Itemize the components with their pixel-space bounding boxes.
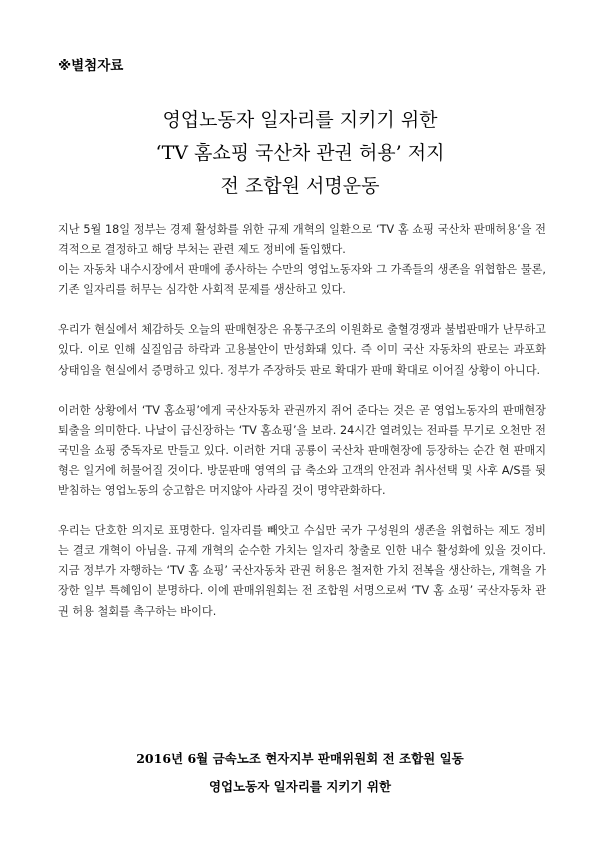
attachment-tag: ※별첨자료	[58, 58, 124, 74]
signature-subline: 영업노동자 일자리를 지키기 위한	[208, 779, 392, 794]
title-line-3: 전 조합원 서명운동	[220, 175, 380, 197]
paragraph-spacer	[58, 381, 546, 401]
paragraph-4: 이러한 상황에서 ‘TV 홈쇼핑’에게 국산자동차 관권까지 쥐어 준다는 것은 곧 영업노동자의 판매현장 퇴출을 의미한다. 나날이 급신장하는 ‘TV 홈쇼핑’을 보라. 24시간 열려있는 전파를 무기로 오천만 전 국민을 쇼핑 중독자로 만들고 있다. 이러한 거대 공룡이 국산차 판매현장에 등장하는 순간 현 판매지형은 일거에 허물어질 것이다. 방문판매 영역의 급 축소와 고객의 안전과 취사선택 및 사후 A/S를 뒷받침하는 영업노동의 숭고함은 머지않아 사라질 것이 명약관화하다.	[58, 403, 546, 498]
paragraph-2: 이는 자동차 내수시장에서 판매에 종사하는 수만의 영업노동자와 그 가족들의 생존을 위협함은 물론, 기존 일자리를 허무는 심각한 사회적 문제를 생산하고 있다.	[58, 263, 546, 297]
paragraph-1: 지난 5월 18일 정부는 경제 활성화를 위한 규제 개혁의 일환으로 ‘TV 홈 쇼핑 국산차 판매허용’을 전격적으로 결정하고 해당 부처는 관련 제도 정비에 돌입했다.	[58, 223, 546, 257]
title-line-1: 영업노동자 일자리를 지키기 위한	[162, 109, 438, 131]
title-line-2: ‘TV 홈쇼핑 국산차 관권 허용’ 저지	[155, 142, 445, 164]
paragraph-spacer	[58, 501, 546, 521]
body-text	[58, 220, 546, 622]
paragraph-5: 우리는 단호한 의지로 표명한다. 일자리를 빼앗고 수십만 국가 구성원의 생존을 위협하는 제도 정비는 결코 개혁이 아님을. 규제 개혁의 순수한 가치는 일자리 창출로 인한 내수 활성화에 있을 것이다. 지금 정부가 자행하는 ‘TV 홈 쇼핑’ 국산자동차 관권 허용은 철저한 가치 전복을 생산하는, 개혁을 가장한 일부 특혜임이 분명하다. 이에 판매위원회는 전 조합원 서명으로써 ‘TV 홈 쇼핑’ 국산자동차 관권 허용 철회를 촉구하는 바이다.	[58, 524, 546, 618]
paragraph-spacer	[58, 300, 546, 320]
paragraph-3: 우리가 현실에서 체감하듯 오늘의 판매현장은 유통구조의 이원화로 출혈경쟁과 불법판매가 난무하고 있다. 이로 인해 실질임금 하락과 고용불안이 만성화돼 있다. 즉 이미 국산 자동차의 판로는 과포화 상태임을 현실에서 증명하고 있다. 정부가 주장하듯 판로 확대가 판매 확대로 이어질 상황이 아니다.	[58, 323, 546, 377]
signature-line: 2016년 6월 금속노조 현자지부 판매위원회 전 조합원 일동	[136, 751, 464, 766]
